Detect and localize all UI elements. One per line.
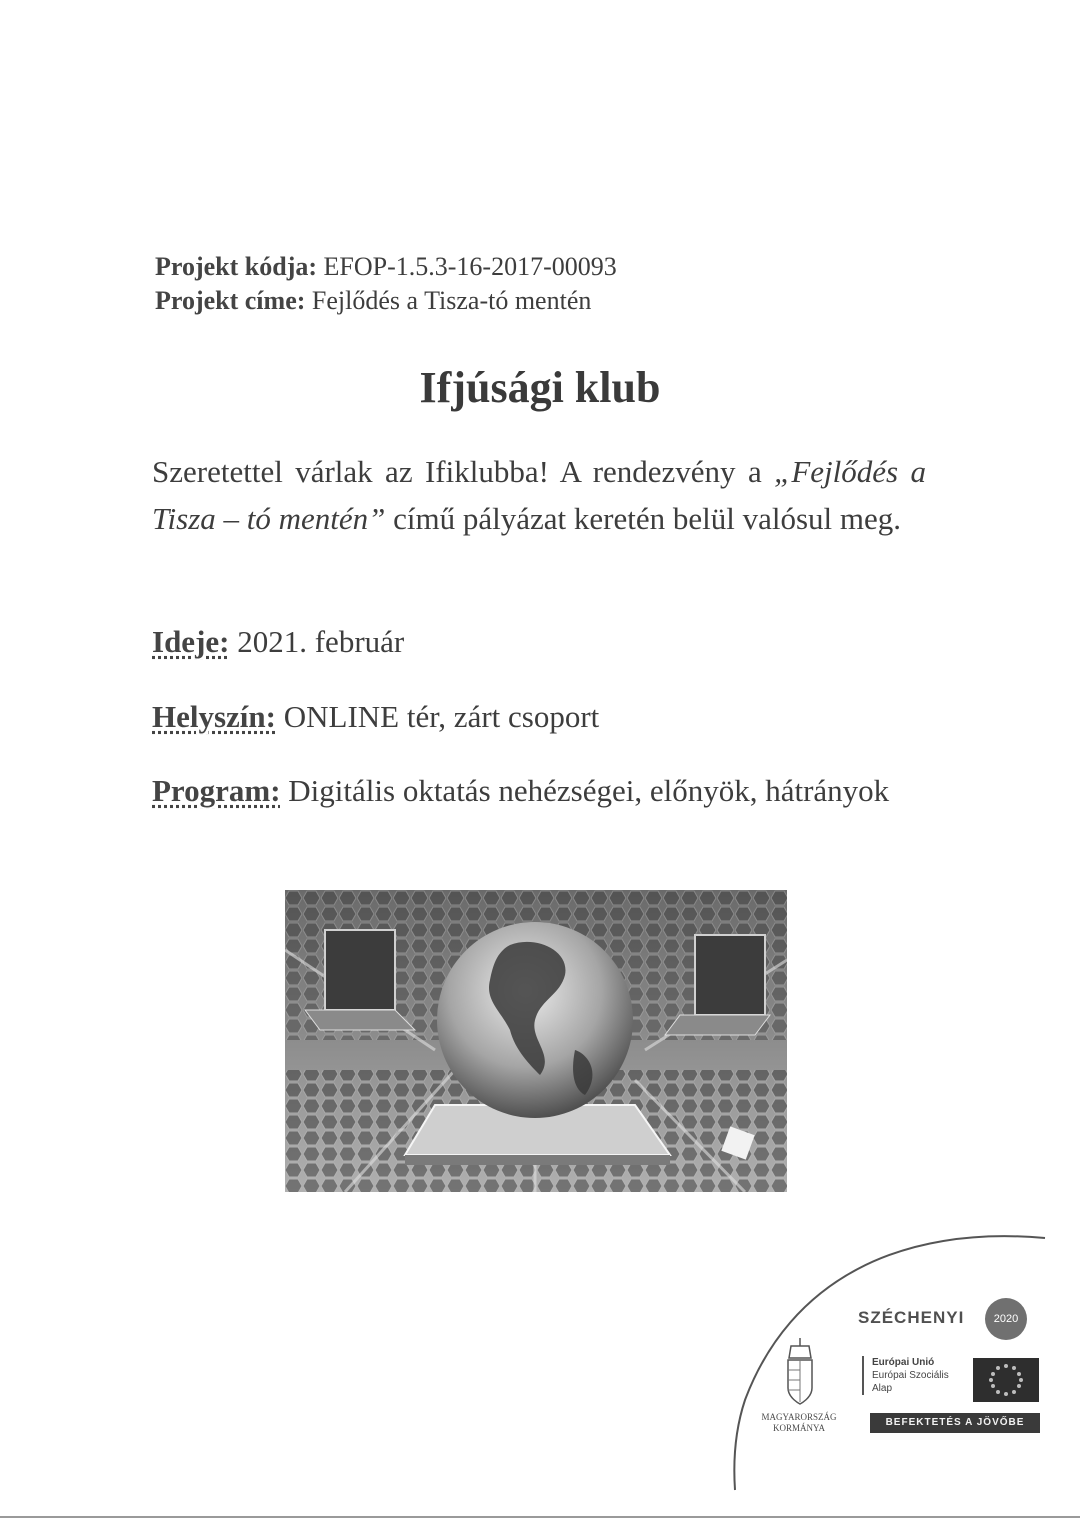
place-value: ONLINE tér, zárt csoport [283,699,600,734]
gov-line-1: MAGYARORSZÁG [761,1412,837,1422]
eu-fund-text [862,1356,972,1395]
szechenyi-logo-text: SZÉCHENYI [858,1308,965,1327]
page-title: Ifjúsági klub [419,363,661,412]
program-value: Digitális oktatás nehézségei, előnyök, hátrányok [288,773,890,808]
bottom-divider [0,1516,1080,1518]
program-label: Program: [152,773,281,808]
project-title-value: Fejlődés a Tisza-tó mentén [311,286,592,315]
intro-text-before: Szeretettel várlak az Ifiklubba! A rendezvény a [152,454,762,489]
project-code-value: EFOP-1.5.3-16-2017-00093 [323,252,617,281]
time-label: Ideje: [152,624,230,659]
government-label [758,1412,840,1434]
intro-text-after: című pályázat keretén belül valósul meg. [393,501,902,536]
intro-quote: „Fejlődés a Tisza – tó mentén” [152,454,927,536]
hungarian-coat-of-arms-icon [783,1338,817,1408]
gov-line-2: KORMÁNYA [772,1423,825,1433]
slogan-bar: BEFEKTETÉS A JÖVŐBE [870,1413,1040,1433]
szechenyi-2020-badge: 2020 [985,1298,1027,1340]
project-code-label: Projekt kódja: [155,252,318,281]
place-label: Helyszín: [152,699,276,734]
eu-line-1: Európai Unió [872,1357,935,1368]
project-title-label: Projekt címe: [155,286,306,315]
time-value: 2021. február [237,624,405,659]
eu-line-2: Európai Szociális [872,1370,949,1381]
eu-line-3: Alap [872,1383,893,1394]
eu-flag-icon [973,1358,1039,1402]
